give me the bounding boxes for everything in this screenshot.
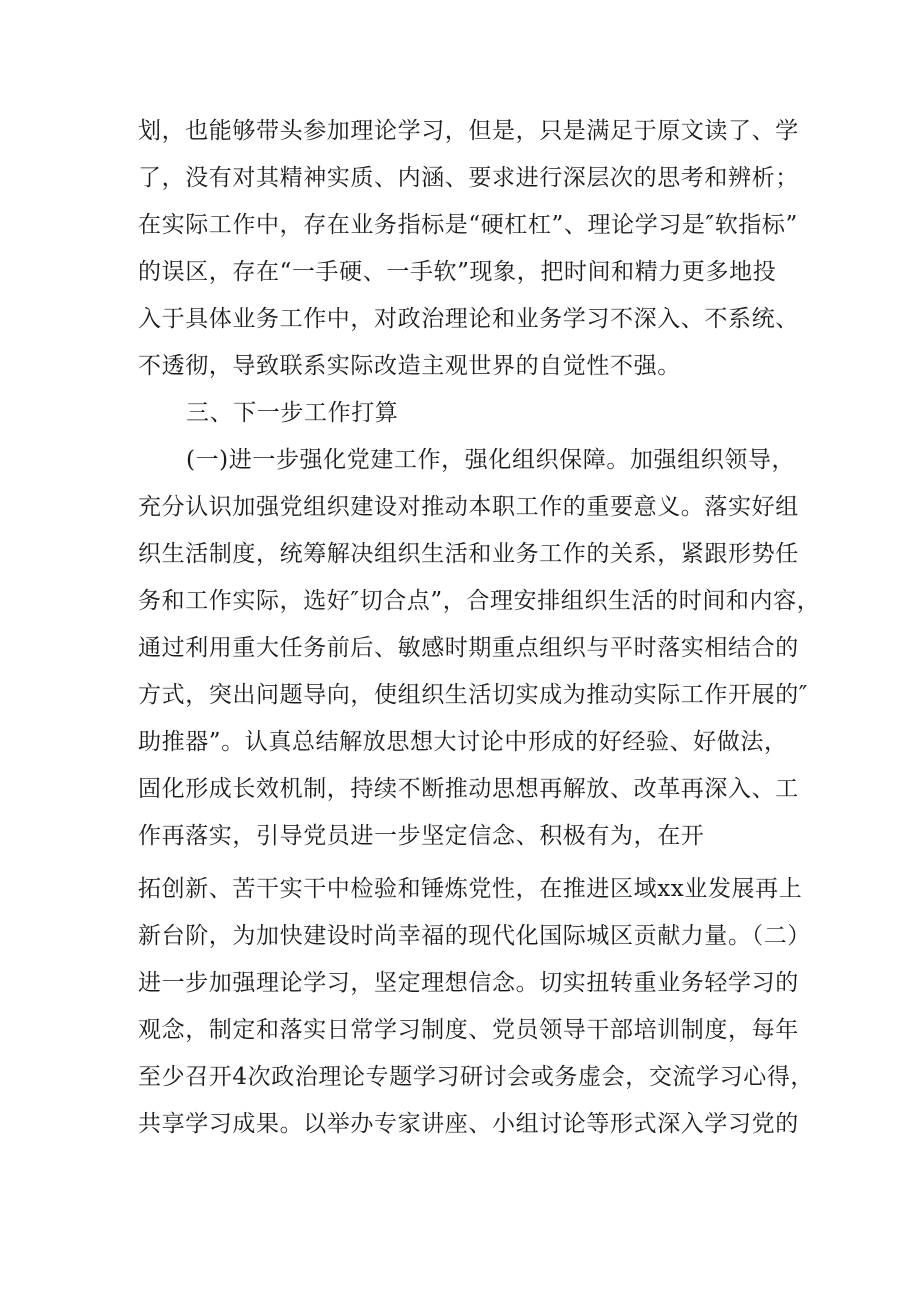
paragraph-line: 固化形成长效机制，持续不断推动思想再解放、改革再深入、工 (138, 776, 799, 802)
paragraph-line: 进一步加强理论学习，坚定理想信念。切实扭转重业务轻学习的 (138, 970, 799, 996)
paragraph-line: 划，也能够带头参加理论学习，但是，只是满足于原文读了、学 (138, 118, 799, 144)
paragraph-line: 不透彻，导致联系实际改造主观世界的自觉性不强。 (138, 353, 681, 379)
paragraph-line: 了，没有对其精神实质、内涵、要求进行深层次的思考和辨析； (138, 165, 799, 191)
paragraph-line: 观念，制定和落实日常学习制度、党员领导干部培训制度，每年 (138, 1017, 799, 1043)
paragraph-line: 共享学习成果。以举办专家讲座、小组讨论等形式深入学习党的 (138, 1111, 799, 1137)
paragraph-line: 新台阶，为加快建设时尚幸福的现代化国际城区贡献力量。（二） (138, 923, 811, 949)
paragraph-line: 入于具体业务工作中，对政治理论和业务学习不深入、不系统、 (138, 306, 799, 332)
paragraph-line: 充分认识加强党组织建设对推动本职工作的重要意义。落实好组 (138, 494, 799, 520)
paragraph-line: 在实际工作中，存在业务指标是“硬杠杠”、理论学习是″软指标” (138, 212, 798, 238)
paragraph-line: 助推器”。认真总结解放思想大讨论中形成的好经验、好做法， (138, 729, 788, 755)
paragraph-line: 拓创新、苦干实干中检验和锤炼党性，在推进区域xx业发展再上 (138, 876, 803, 902)
paragraph-line: 至少召开4次政治理论专题学习研讨会或务虚会，交流学习心得， (138, 1064, 815, 1090)
section-heading: 三、下一步工作打算 (186, 400, 399, 426)
paragraph-line: 的误区，存在“一手硬、一手软”现象，把时间和精力更多地投 (138, 259, 777, 285)
paragraph-line: 通过利用重大任务前后、敏感时期重点组织与平时落实相结合的 (138, 635, 799, 661)
paragraph-line: 作再落实，引导党员进一步坚定信念、积极有为，在开 (138, 823, 705, 849)
paragraph-line: (一)进一步强化党建工作，强化组织保障。加强组织领导， (186, 447, 796, 473)
paragraph-line: 织生活制度，统筹解决组织生活和业务工作的关系，紧跟形势任 (138, 541, 799, 567)
paragraph-line: 方式，突出问题导向，使组织生活切实成为推动实际工作开展的″ (138, 682, 808, 708)
paragraph-line: 务和工作实际，选好″切合点”，合理安排组织生活的时间和内容， (138, 588, 821, 614)
